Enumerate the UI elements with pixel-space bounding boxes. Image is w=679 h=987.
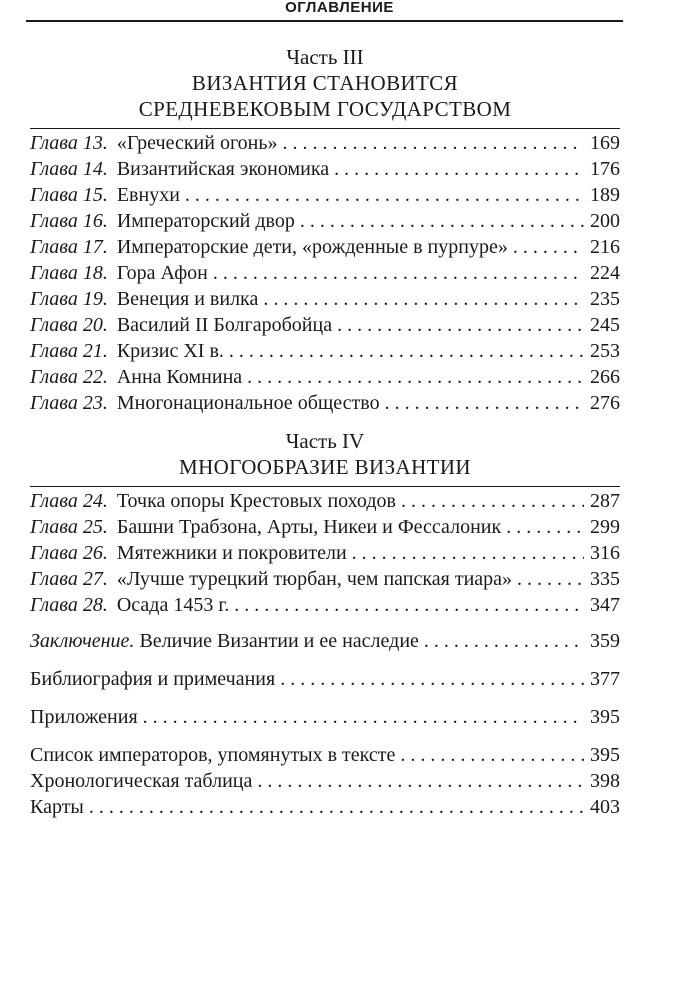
page-number: 377 [590, 668, 620, 690]
chapter-label: Глава [30, 490, 78, 512]
chapter-label: Глава [30, 236, 78, 258]
appendix-title: Список императоров, упомянутых в тексте [30, 744, 396, 766]
page-number: 245 [590, 314, 620, 336]
dot-leader [257, 768, 584, 794]
chapter-number: 26. [82, 542, 108, 564]
page-number: 299 [590, 516, 620, 538]
chapter-number: 25. [82, 516, 108, 538]
part-divider [30, 486, 620, 487]
conclusion-title: Величие Византии и ее наследие [139, 630, 419, 652]
chapter-list [30, 130, 620, 416]
dot-leader [280, 666, 584, 692]
toc-entry-appendices[interactable] [30, 704, 620, 730]
chapter-number: 27. [82, 568, 108, 590]
page-number: 266 [590, 366, 620, 388]
chapter-label: Глава [30, 542, 78, 564]
appendices-title: Приложения [30, 706, 138, 728]
toc-entry-bibliography[interactable] [30, 666, 620, 692]
toc-entry-chapter-27[interactable] [30, 566, 620, 592]
chapter-title: Точка опоры Крестовых походов [116, 490, 396, 512]
spacer [30, 618, 620, 628]
page-number: 276 [590, 392, 620, 414]
spacer [30, 416, 620, 428]
dot-leader [334, 156, 584, 182]
toc-entry-chapter-26[interactable] [30, 540, 620, 566]
chapter-title: Василий II Болгаробойца [116, 314, 333, 336]
chapter-list [30, 488, 620, 618]
chapter-label: Глава [30, 516, 78, 538]
chapter-title: Венеция и вилка [116, 288, 259, 310]
toc-entry-chapter-16[interactable] [30, 208, 620, 234]
dot-leader [143, 704, 584, 730]
dot-leader [247, 364, 584, 390]
part-title: МНОГООБРАЗИЕ ВИЗАНТИИ [179, 455, 471, 479]
dot-leader [352, 540, 584, 566]
spacer [30, 730, 620, 742]
chapter-number: 18. [82, 262, 108, 284]
chapter-number: 28. [82, 594, 108, 616]
toc-entry-maps[interactable] [30, 794, 620, 820]
appendix-title: Хронологическая таблица [30, 770, 253, 792]
toc-entry-chapter-17[interactable] [30, 234, 620, 260]
page-number: 224 [590, 262, 620, 284]
dot-leader [263, 286, 584, 312]
dot-leader [385, 390, 584, 416]
page-number: 253 [590, 340, 620, 362]
chapter-number: 15. [82, 184, 108, 206]
toc-entry-chapter-19[interactable] [30, 286, 620, 312]
chapter-label: Глава [30, 210, 78, 232]
chapter-label: Глава [30, 262, 78, 284]
toc-entry-chapter-24[interactable] [30, 488, 620, 514]
dot-leader [513, 234, 584, 260]
chapter-number: 13. [82, 132, 108, 154]
chapter-label: Глава [30, 158, 78, 180]
chapter-title: «Лучше турецкий тюрбан, чем папская тиара» [116, 568, 513, 590]
dot-leader [185, 182, 584, 208]
chapter-number: 14. [82, 158, 108, 180]
chapter-title: «Греческий огонь» [116, 132, 278, 154]
bibliography-title: Библиография и примечания [30, 668, 276, 690]
chapter-title: Императорские дети, «рожденные в пурпуре» [116, 236, 508, 258]
back-matter [30, 628, 620, 820]
dot-leader [506, 514, 584, 540]
dot-leader [517, 566, 584, 592]
chapter-title: Кризис XI в. [116, 340, 224, 362]
header-rule [26, 20, 623, 22]
chapter-number: 24. [82, 490, 108, 512]
page-number: 398 [590, 770, 620, 792]
chapter-title: Анна Комнина [116, 366, 243, 388]
chapter-number: 23. [82, 392, 108, 414]
dot-leader [234, 592, 584, 618]
page-number: 316 [590, 542, 620, 564]
dot-leader [400, 742, 584, 768]
conclusion-label: Заключение. [30, 630, 135, 652]
chapter-title: Императорский двор [116, 210, 295, 232]
dot-leader [337, 312, 584, 338]
page-number: 359 [590, 630, 620, 652]
spacer [30, 692, 620, 704]
toc-entry-chapter-18[interactable] [30, 260, 620, 286]
chapter-label: Глава [30, 184, 78, 206]
chapter-label: Глава [30, 314, 78, 336]
part-title: ВИЗАНТИЯ СТАНОВИТСЯ [191, 71, 459, 95]
chapter-number: 20. [82, 314, 108, 336]
spacer [30, 654, 620, 666]
chapter-title: Византийская экономика [116, 158, 330, 180]
chapter-number: 21. [82, 340, 108, 362]
dot-leader [213, 260, 584, 286]
part-label: Часть III [286, 45, 364, 69]
chapter-title: Евнухи [116, 184, 180, 206]
chapter-label: Глава [30, 392, 78, 414]
page-number: 235 [590, 288, 620, 310]
toc-entry-chapter-25[interactable] [30, 514, 620, 540]
page-number: 287 [590, 490, 620, 512]
dot-leader [300, 208, 584, 234]
page-number: 347 [590, 594, 620, 616]
chapter-label: Глава [30, 568, 78, 590]
chapter-number: 17. [82, 236, 108, 258]
running-head: ОГЛАВЛЕНИЕ [285, 0, 394, 16]
dot-leader [401, 488, 584, 514]
page-number: 189 [590, 184, 620, 206]
appendix-title: Карты [30, 796, 84, 818]
part-3 [30, 44, 620, 416]
toc-entry-emperors-list[interactable] [30, 742, 620, 768]
chapter-number: 16. [82, 210, 108, 232]
toc-entry-chapter-13[interactable] [30, 130, 620, 156]
table-of-contents [30, 44, 620, 820]
chapter-title: Мятежники и покровители [116, 542, 347, 564]
part-4 [30, 428, 620, 618]
part-label: Часть IV [285, 429, 365, 453]
chapter-number: 22. [82, 366, 108, 388]
toc-entry-conclusion[interactable] [30, 628, 620, 654]
chapter-title: Гора Афон [116, 262, 208, 284]
page-number: 395 [590, 706, 620, 728]
chapter-label: Глава [30, 340, 78, 362]
toc-entry-chapter-15[interactable] [30, 182, 620, 208]
chapter-number: 19. [82, 288, 108, 310]
page-number: 395 [590, 744, 620, 766]
page-number: 176 [590, 158, 620, 180]
chapter-title: Многонациональное общество [116, 392, 380, 414]
chapter-title: Осада 1453 г. [116, 594, 230, 616]
page-number: 169 [590, 132, 620, 154]
toc-entry-chapter-20[interactable] [30, 312, 620, 338]
chapter-label: Глава [30, 132, 78, 154]
dot-leader [424, 628, 584, 654]
page-number: 200 [590, 210, 620, 232]
dot-leader [282, 130, 584, 156]
toc-entry-chapter-21[interactable] [30, 338, 620, 364]
page-number: 216 [590, 236, 620, 258]
toc-entry-chapter-22[interactable] [30, 364, 620, 390]
page-number: 335 [590, 568, 620, 590]
part-title: СРЕДНЕВЕКОВЫМ ГОСУДАРСТВОМ [138, 97, 512, 121]
part-divider [30, 128, 620, 129]
chapter-label: Глава [30, 594, 78, 616]
toc-entry-chapter-28[interactable] [30, 592, 620, 618]
dot-leader [89, 794, 584, 820]
dot-leader [229, 338, 584, 364]
chapter-title: Башни Трабзона, Арты, Никеи и Фессалоник [116, 516, 502, 538]
toc-entry-chapter-14[interactable] [30, 156, 620, 182]
page-number: 403 [590, 796, 620, 818]
chapter-label: Глава [30, 366, 78, 388]
toc-entry-chronology[interactable] [30, 768, 620, 794]
chapter-label: Глава [30, 288, 78, 310]
toc-entry-chapter-23[interactable] [30, 390, 620, 416]
